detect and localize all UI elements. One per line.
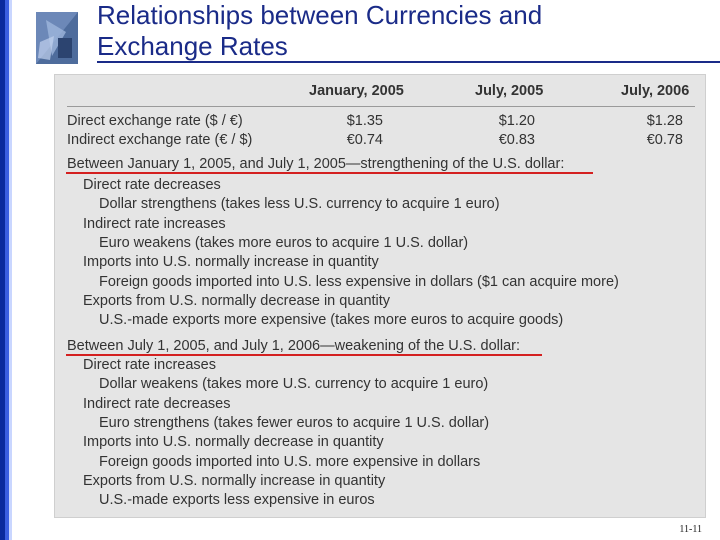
page-number: 11-11 — [679, 524, 702, 535]
indirect-rate-jan-2005: €0.74 — [346, 132, 383, 148]
section1-line: Indirect rate increases — [83, 216, 226, 232]
section1-line: Imports into U.S. normally increase in quantity — [83, 254, 379, 270]
section1-line: Direct rate decreases — [83, 177, 221, 193]
left-accent-bar — [0, 0, 26, 540]
column-header-jul-2006: July, 2006 — [621, 83, 690, 99]
section2-line: Imports into U.S. normally decrease in quantity — [83, 434, 384, 450]
section1-underline — [66, 172, 593, 174]
logo-image — [36, 12, 78, 64]
section1-line: Exports from U.S. normally decrease in quantity — [83, 293, 391, 309]
section2-line: Foreign goods imported into U.S. more expensive in dollars — [99, 454, 481, 470]
section1-line: U.S.-made exports more expensive (takes more euros to acquire goods) — [99, 312, 564, 328]
section2-line: Exports from U.S. normally increase in quantity — [83, 473, 386, 489]
header-divider — [67, 106, 695, 107]
section2-heading: Between July 1, 2005, and July 1, 2006—weakening of the U.S. dollar: — [67, 338, 521, 354]
section1-line: Foreign goods imported into U.S. less expensive in dollars ($1 can acquire more) — [99, 274, 619, 290]
section1-line: Dollar strengthens (takes less U.S. currency to acquire 1 euro) — [99, 196, 500, 212]
slide-title-line-1: Relationships between Currencies and — [97, 0, 543, 30]
direct-rate-label: Direct exchange rate ($ / €) — [67, 113, 243, 129]
section2-line: Direct rate increases — [83, 357, 216, 373]
section2-line: Dollar weakens (takes more U.S. currency to acquire 1 euro) — [99, 376, 489, 392]
section1-line: Euro weakens (takes more euros to acquire 1 U.S. dollar) — [99, 235, 469, 251]
section2-line: Euro strengthens (takes fewer euros to acquire 1 U.S. dollar) — [99, 415, 490, 431]
exchange-rate-panel — [54, 74, 706, 518]
column-header-jul-2005: July, 2005 — [475, 83, 544, 99]
title-underline — [97, 61, 720, 63]
column-header-jan-2005: January, 2005 — [309, 83, 404, 99]
section2-line: Indirect rate decreases — [83, 396, 231, 412]
indirect-rate-jul-2006: €0.78 — [646, 132, 683, 148]
direct-rate-jul-2005: $1.20 — [498, 113, 535, 129]
section2-line: U.S.-made exports less expensive in euros — [99, 492, 375, 508]
direct-rate-jan-2005: $1.35 — [346, 113, 383, 129]
slide-title — [97, 0, 542, 62]
section1-heading: Between January 1, 2005, and July 1, 2005—strengthening of the U.S. dollar: — [67, 156, 565, 172]
direct-rate-jul-2006: $1.28 — [646, 113, 683, 129]
slide-title-line-2: Exchange Rates — [97, 31, 288, 61]
indirect-rate-label: Indirect exchange rate (€ / $) — [67, 132, 253, 148]
indirect-rate-jul-2005: €0.83 — [498, 132, 535, 148]
